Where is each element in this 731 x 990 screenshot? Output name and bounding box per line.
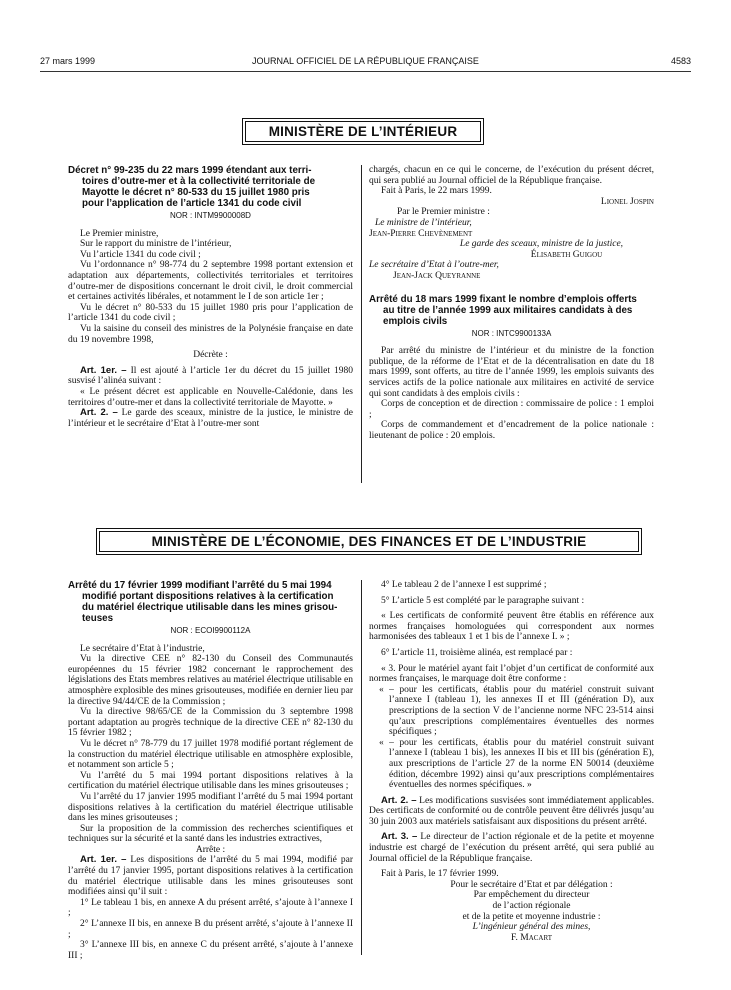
text-paragraph: 2° L’annexe II bis, en annexe B du présent arrêté, s’ajoute à l’annexe II ;: [68, 919, 353, 940]
text-paragraph: Le secrétaire d’Etat à l’industrie,: [80, 643, 205, 654]
ministry-box-interieur: [242, 118, 484, 145]
text-paragraph: NOR : INTC9900133A: [471, 328, 552, 338]
text-paragraph: Le ministre de l’intérieur,: [375, 217, 472, 228]
text-paragraph: Arrêté du 17 février 1999 modifiant l’arrêté du 5 mai 1994: [68, 580, 332, 591]
page-number: 4583: [670, 56, 691, 66]
text-paragraph: modifié portant dispositions relatives à la certification: [82, 591, 334, 602]
text-paragraph: 1° Le tableau 1 bis, en annexe A du présent arrêté, s’ajoute à l’annexe I ;: [68, 897, 353, 919]
text-span: [68, 366, 353, 387]
text-paragraph: de l’action régionale: [492, 901, 571, 912]
issue-date: 27 mars 1999: [40, 56, 96, 66]
text-paragraph: MINISTÈRE DE L’ÉCONOMIE, DES FINANCES ET DE L’INDUSTRIE: [99, 531, 639, 552]
text-paragraph: Le directeur de l’action régionale et de la petite et moyenne industrie est chargé de l’exécution du présent arrêté, qui sera publié au Journal officiel de la République française.: [369, 832, 654, 864]
text-paragraph: Les dispositions de l’arrêté du 5 mai 1994, modifié par l’arrêté du 17 janvier 1995, portant dispositions relatives à la certification du matériel électrique utilisable dans les mines grisouteuses sont modifiées ainsi qu’il suit :: [68, 855, 353, 898]
text-paragraph: Vu l’arrêté du 17 janvier 1995 modifiant l’arrêté du 5 mai 1994 portant dispositions relatives à la certification du matériel électrique utilisable dans les mines grisouteuses ;: [68, 791, 353, 824]
text-paragraph: « – pour les certificats, établis pour du matériel construit suivant l’annexe I (tableau 1 bis), les annexes II bis et III bis (génération E), aux prescriptions de l’article 27 de la norme EN 50014 (deuxième édition, décembre 1992) ainsi qu’aux prescriptions complémentaires éventuelles des normes spécifiques. »: [379, 737, 654, 791]
text-paragraph: Vu le décret n° 78-779 du 17 juillet 1978 modifié portant réglement de la construction du matériel électrique utilisable en atmosphère explosible, et notamment son article 5 ;: [68, 738, 353, 771]
journal-title: JOURNAL OFFICIEL DE LA RÉPUBLIQUE FRANÇAISE: [252, 56, 479, 66]
text-paragraph: Le secrétaire d’Etat à l’outre-mer,: [369, 260, 499, 271]
text-paragraph: Art. 1er. –: [80, 364, 127, 376]
text-paragraph: « 3. Pour le matériel ayant fait l’objet d’un certificat de conformité aux normes françaises, le marquage doit être conforme :: [369, 663, 654, 685]
text-span: [68, 408, 353, 429]
signature-jospin: Lionel Jospin: [600, 196, 654, 207]
decret-title: [68, 165, 353, 209]
text-paragraph: pour l’application de l’article 1341 du code civil: [82, 198, 302, 209]
text-paragraph: Le garde des sceaux, ministre de la justice, le ministre de l’intérieur et le secrétaire d’Etat à l’outre-mer sont: [68, 408, 353, 429]
text-paragraph: Le Premier ministre,: [80, 228, 159, 239]
text-paragraph: Art. 3. –: [381, 831, 418, 843]
text-paragraph: Sur le rapport du ministre de l’intérieur,: [80, 239, 232, 250]
text-paragraph: Il est ajouté à l’article 1er du décret du 15 juillet 1980 susvisé l’alinéa suivant :: [68, 365, 353, 387]
text-paragraph: emplois civils: [383, 315, 448, 327]
text-paragraph: au titre de l’année 1999 aux militaires candidats à des: [383, 304, 633, 316]
text-paragraph: toires d’outre-mer et à la collectivité territoriale de: [82, 176, 316, 187]
text-paragraph: Vu l’arrêté du 5 mai 1994 portant dispositions relatives à la certification du matériel électrique utilisable dans les mines grisouteuses ;: [68, 770, 353, 792]
text-span: [369, 796, 654, 828]
decret-column: [68, 165, 353, 429]
arrete-emplois-title: [369, 294, 654, 327]
text-paragraph: Décret n° 99-235 du 22 mars 1999 étendant aux terri-: [68, 165, 312, 176]
text-paragraph: Vu la saisine du conseil des ministres de la Polynésie française en date du 19 novembre 1998,: [68, 323, 353, 345]
text-paragraph: Par empêchement du directeur: [473, 890, 590, 901]
text-paragraph: Vu l’article 1341 du code civil ;: [80, 249, 201, 260]
text-paragraph: Art. 2. –: [381, 794, 417, 806]
ministry-title: MINISTÈRE DE L’INTÉRIEUR: [245, 121, 481, 142]
column-divider: [361, 165, 362, 483]
text-paragraph: 5° L’article 5 est complété par le paragraphe suivant :: [381, 595, 585, 606]
running-header: [40, 56, 691, 70]
text-paragraph: Corps de conception et de direction : commissaire de police : 1 emploi ;: [369, 399, 654, 420]
text-paragraph: 6° L’article 11, troisième alinéa, est remplacé par :: [381, 647, 573, 658]
text-paragraph: Corps de commandement et d’encadrement de la police nationale : lieutenant de police : 20 emplois.: [369, 420, 654, 441]
text-paragraph: Par le Premier ministre :: [397, 207, 490, 218]
text-paragraph: Jean-Pierre Chevènement: [369, 228, 473, 239]
text-span: [68, 855, 353, 897]
text-paragraph: Art. 1er. –: [80, 854, 127, 866]
text-paragraph: Arrêté du 18 mars 1999 fixant le nombre d’emplois offerts: [369, 293, 637, 305]
arrete-mines-title: [68, 580, 353, 624]
text-paragraph: Vu la directive 98/65/CE de la Commission du 3 septembre 1998 portant adaptation au progrès technique de la directive CEE n° 82-130 du 15 février 1982 ;: [68, 707, 353, 739]
text-paragraph: Fait à Paris, le 22 mars 1999.: [381, 186, 492, 197]
text-paragraph: Jean-Jack Queyranne: [393, 270, 481, 281]
text-paragraph: Mayotte le décret n° 80-533 du 15 juillet 1980 pris: [82, 187, 310, 198]
header-rule: [40, 71, 691, 72]
text-paragraph: Vu l’ordonnance n° 98-774 du 2 septembre 1998 portant extension et adaptation aux départements, collectivités territoriales et territoires d’outre-mer de dispositions concernant le droit civil, le droit commercial et certaines activités libérales, et notamment le I de son article 1er ;: [68, 260, 353, 303]
text-paragraph: Les modifications susvisées sont immédiatement applicables. Des certificats de conformité ou de contrôle peuvent être délivrés jusqu’au 30 juin 2003 aux matériels satisfaisant aux dispositions du présent arrêté.: [369, 795, 654, 827]
text-paragraph: Le garde des sceaux, ministre de la justice,: [459, 239, 624, 250]
text-paragraph: Pour le secrétaire d’Etat et par délégation :: [450, 879, 613, 890]
text-paragraph: Fait à Paris, le 17 février 1999.: [381, 869, 499, 880]
text-paragraph: « Le présent décret est applicable en Nouvelle-Calédonie, dans les territoires d’outre-mer et dans la collectivité territoriale de Mayotte. »: [68, 386, 353, 408]
text-paragraph: NOR : ECOI9900112A: [170, 626, 251, 635]
text-paragraph: Vu la directive CEE n° 82-130 du Conseil des Communautés européennes du 15 février 1982 concernant le rapprochement des législations des Etats membres relatives au matériel électrique utilisable en atmosphère explosible des mines grisouteuses, modifiée en dernier lieu par la directive 94/44/CE de la Commission ;: [68, 654, 353, 707]
text-paragraph: « Les certificats de conformité peuvent être établis en référence aux normes françaises homologuées qui correspondent aux normes harmonisées des tableaux 1 et 1 bis de l’annexe I. » ;: [369, 611, 654, 643]
text-paragraph: chargés, chacun en ce qui le concerne, de l’exécution du présent décret, qui sera publié au Journal officiel de la République française.: [369, 165, 654, 186]
arrete-mines-continuation: [369, 580, 654, 943]
decret-continuation-column: [369, 165, 654, 441]
text-paragraph: 4° Le tableau 2 de l’annexe I est supprimé ;: [381, 580, 547, 590]
text-paragraph: du matériel électrique utilisable dans les mines grisou-: [82, 602, 338, 613]
text-paragraph: teuses: [82, 613, 114, 624]
text-paragraph: L’ingénieur général des mines,: [472, 922, 591, 933]
text-paragraph: Par arrêté du ministre de l’intérieur et du ministre de la fonction publique, de la réforme de l’Etat et de la décentralisation en date du 18 mars 1999, sont offerts, au titre de l’année 1999, les emplois suivants des services actifs de la police nationale aux militaires en activité de service qui sont candidats à des emplois civils :: [369, 346, 654, 399]
ministry-box-economie: [96, 528, 642, 555]
text-paragraph: Élisabeth Guigou: [530, 249, 603, 260]
text-paragraph: Sur la proposition de la commission des recherches scientifiques et techniques sur la sécurité et la santé dans les industries extractives,: [68, 823, 353, 845]
text-paragraph: 3° L’annexe III bis, en annexe C du présent arrêté, s’ajoute à l’annexe III ;: [68, 940, 353, 961]
text-paragraph: et de la petite et moyenne industrie :: [462, 911, 601, 922]
text-paragraph: Vu le décret n° 80-533 du 15 juillet 1980 pris pour l’application de l’article 1341 du code civil ;: [68, 302, 353, 324]
nor-reference: NOR : INTM9900008D: [170, 211, 251, 220]
text-paragraph: Art. 2. –: [80, 407, 118, 419]
text-paragraph: Arrête :: [195, 844, 226, 855]
column-divider-2: [361, 580, 362, 955]
text-paragraph: « – pour les certificats, établis pour du matériel construit suivant l’annexe I (tableau 1), les annexes II et III (génération D), aux prescriptions de la section V de l’ancienne norme NFC 23-514 ainsi qu’aux prescriptions complémentaires éventuelles des normes spécifiques ;: [379, 684, 654, 738]
arrete-mines-column: [68, 580, 353, 961]
text-paragraph: Décrète :: [193, 350, 228, 361]
signature-macart: F. Macart: [510, 932, 553, 943]
text-span: [369, 832, 654, 864]
